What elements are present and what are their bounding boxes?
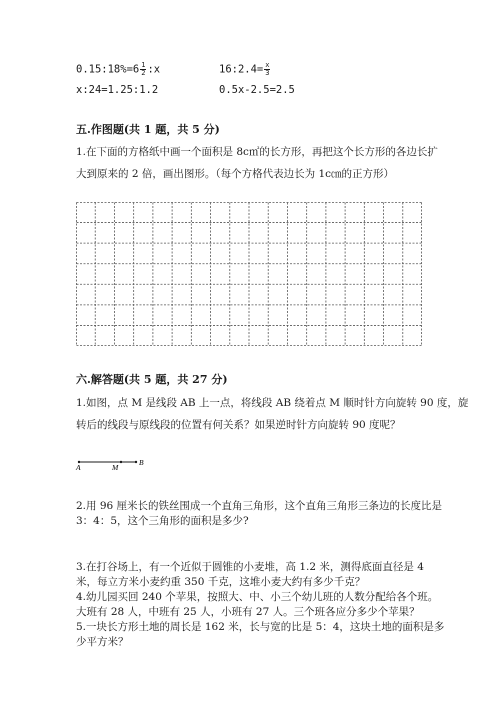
point-b xyxy=(135,461,137,463)
segment-ab-figure xyxy=(74,452,154,472)
equation-2 xyxy=(219,62,271,77)
section-5-title: 五.作图题(共 1 题，共 5 分) xyxy=(76,123,220,136)
section-6-title: 六.解答题(共 5 题，共 27 分) xyxy=(76,373,228,386)
section-6-q2-line2: 3：4：5，这个三角形的面积是多少? xyxy=(76,515,249,527)
fraction-numerator: 1 xyxy=(141,61,146,69)
equation-1-prefix: 0.15:18%=6 xyxy=(76,63,140,76)
graph-paper-grid[interactable] xyxy=(76,202,422,346)
section-6-q2-line1: 2.用 96 厘米长的铁丝围成一个直角三角形，这个直角三角形三条边的长度比是 xyxy=(76,500,443,512)
section-5-q1-line1: 1.在下面的方格纸中画一个面积是 8c㎡的长方形，再把这个长方形的各边长扩 xyxy=(76,146,438,158)
section-6-q3-line1: 3.在打谷场上，有一个近似于圆锥的小麦堆，高 1.2 米，测得底面直径是 4 xyxy=(76,561,424,573)
section-5-q1-line2: 大到原来的 2 倍，画出图形。（每个方格代表边长为 1c㎝的正方形） xyxy=(76,168,395,180)
point-m xyxy=(120,461,122,463)
equation-1-suffix: :x xyxy=(147,63,161,76)
section-6-q5-line1: 5.一块长方形土地的周长是 162 米，长与宽的比是 5：4，这块土地的面积是多 xyxy=(76,621,445,633)
equation-2-prefix: 16:2.4= xyxy=(219,63,264,76)
equation-1 xyxy=(76,62,160,77)
label-m: M xyxy=(112,463,119,472)
section-6-q4-line1: 4.幼儿园买回 240 个苹果，按照大、中、小三个幼儿班的人数分配给各个班。 xyxy=(76,591,439,603)
section-6-q1-line1: 1.如图，点 M 是线段 AB 上一点，将线段 AB 绕着点 M 顺时针方向旋转 90 度，旋 xyxy=(76,397,469,409)
section-6-q3-line2: 米，每立方米小麦约重 350 千克，这堆小麦大约有多少千克？ xyxy=(76,576,366,588)
fraction-denominator: 2 xyxy=(141,69,146,77)
fraction-denominator: 3 xyxy=(265,69,270,77)
section-6-q5-line2: 少平方米？ xyxy=(76,636,129,648)
label-b: B xyxy=(139,458,144,467)
fraction-x-over-3 xyxy=(264,62,270,77)
fraction-numerator: x xyxy=(265,61,270,69)
equation-4: 0.5x-2.5=2.5 xyxy=(219,84,295,96)
equation-3: x:24=1.25:1.2 xyxy=(76,84,159,96)
label-a: A xyxy=(76,463,81,472)
section-6-q1-line2: 转后的线段与原线段的位置有何关系？如果逆时针方向旋转 90 度呢？ xyxy=(76,419,401,431)
fraction-one-half xyxy=(140,62,146,77)
section-6-q4-line2: 大班有 28 人，中班有 25 人，小班有 27 人。三个班各应分多少个苹果？ xyxy=(76,606,420,618)
